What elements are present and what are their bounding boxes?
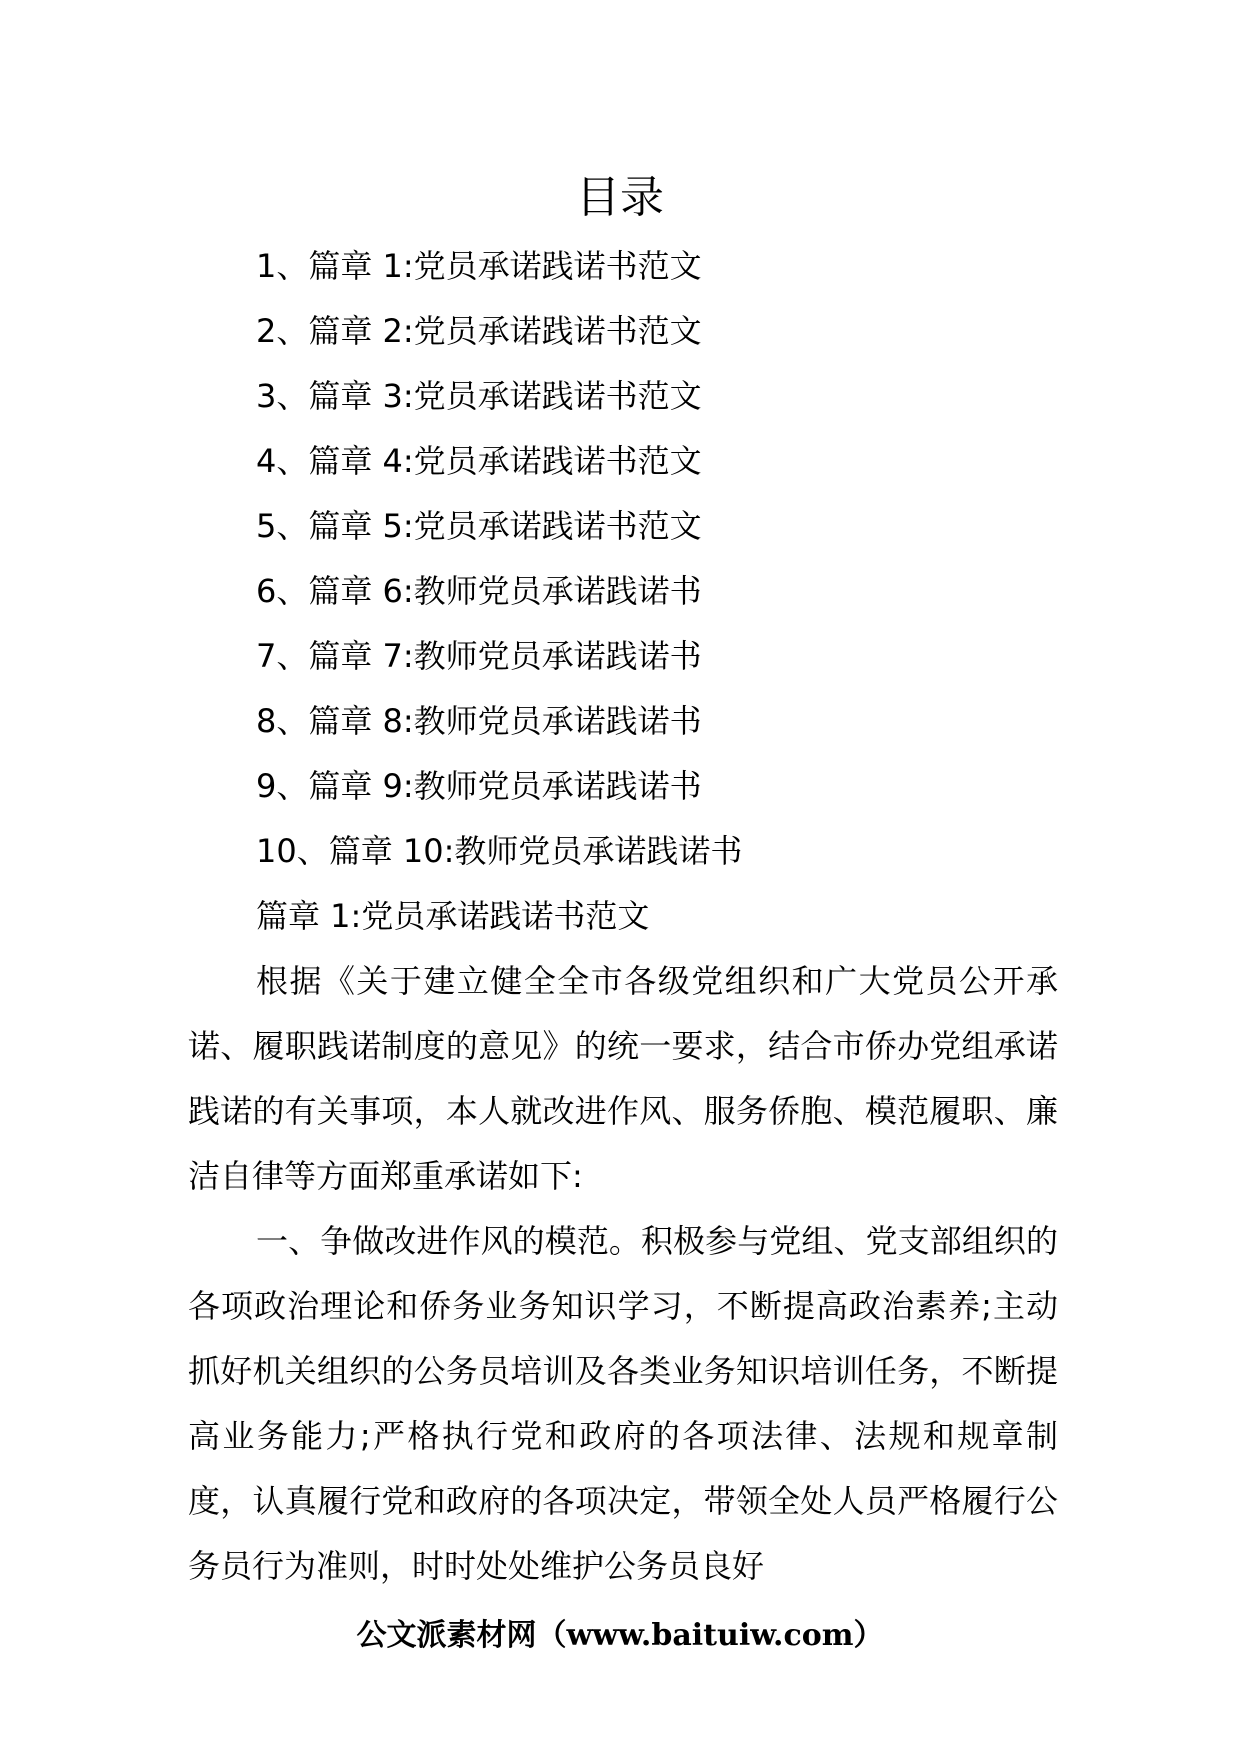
section-heading: 篇章 1:党员承诺践诺书范文 — [256, 897, 650, 935]
toc-item-9[interactable]: 9、篇章 9:教师党员承诺践诺书 — [256, 767, 702, 805]
body-paragraph-1: 根据《关于建立健全全市各级党组织和广大党员公开承诺、履职践诺制度的意见》的统一要求，结合市侨办党组承诺践诺的有关事项，本人就改进作风、服务侨胞、模范履职、廉洁自律等方面郑重承诺如下: — [188, 962, 1058, 1195]
toc-item-10[interactable]: 10、篇章 10:教师党员承诺践诺书 — [256, 832, 743, 870]
toc-item-5[interactable]: 5、篇章 5:党员承诺践诺书范文 — [256, 507, 702, 545]
toc-item-3[interactable]: 3、篇章 3:党员承诺践诺书范文 — [256, 377, 702, 415]
toc-item-1[interactable]: 1、篇章 1:党员承诺践诺书范文 — [256, 247, 702, 285]
footer-watermark: 公文派素材网（www.baituiw.com） — [356, 1618, 884, 1653]
body-paragraph-2: 一、争做改进作风的模范。积极参与党组、党支部组织的各项政治理论和侨务业务知识学习，不断提高政治素养;主动抓好机关组织的公务员培训及各类业务知识培训任务，不断提高业务能力;严格执行党和政府的各项法律、法规和规章制度，认真履行党和政府的各项决定，带领全处人员严格履行公务员行为准则，时时处处维护公务员良好 — [188, 1222, 1058, 1585]
toc-item-7[interactable]: 7、篇章 7:教师党员承诺践诺书 — [256, 637, 702, 675]
toc-item-8[interactable]: 8、篇章 8:教师党员承诺践诺书 — [256, 702, 702, 740]
table-of-contents — [256, 234, 1056, 884]
page-title: 目录 — [576, 172, 664, 223]
toc-item-6[interactable]: 6、篇章 6:教师党员承诺践诺书 — [256, 572, 702, 610]
toc-item-4[interactable]: 4、篇章 4:党员承诺践诺书范文 — [256, 442, 702, 480]
toc-item-2[interactable]: 2、篇章 2:党员承诺践诺书范文 — [256, 312, 702, 350]
